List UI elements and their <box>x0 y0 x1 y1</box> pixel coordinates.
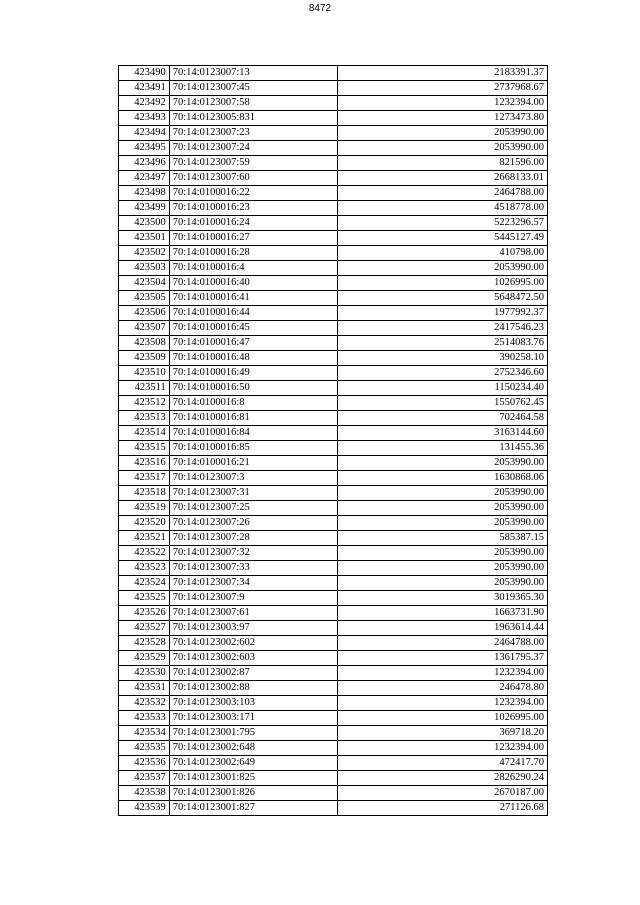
cadastral-value-cell: 131455.36 <box>337 441 547 456</box>
table-row <box>119 756 548 771</box>
cadastral-number-cell: 70:14:0123002:649 <box>169 756 337 771</box>
row-number-cell: 423494 <box>119 126 170 141</box>
table-row <box>119 306 548 321</box>
row-number-cell: 423513 <box>119 411 170 426</box>
cadastral-number-cell: 70:14:0100016:50 <box>169 381 337 396</box>
row-number-cell: 423495 <box>119 141 170 156</box>
cadastral-value-cell: 2053990.00 <box>337 456 547 471</box>
cadastral-value-cell: 1150234.40 <box>337 381 547 396</box>
cadastral-value-table <box>118 65 548 816</box>
table-row <box>119 441 548 456</box>
cadastral-value-cell: 1630868.06 <box>337 471 547 486</box>
row-number-cell: 423533 <box>119 711 170 726</box>
row-number-cell: 423539 <box>119 801 170 816</box>
cadastral-number-cell: 70:14:0123002:88 <box>169 681 337 696</box>
cadastral-value-cell: 5648472.50 <box>337 291 547 306</box>
row-number-cell: 423523 <box>119 561 170 576</box>
table-body <box>119 66 548 816</box>
cadastral-number-cell: 70:14:0100016:45 <box>169 321 337 336</box>
cadastral-value-cell: 2464788.00 <box>337 636 547 651</box>
row-number-cell: 423496 <box>119 156 170 171</box>
row-number-cell: 423509 <box>119 351 170 366</box>
cadastral-value-cell: 4518778.00 <box>337 201 547 216</box>
cadastral-value-cell: 3163144.60 <box>337 426 547 441</box>
cadastral-value-cell: 2670187.00 <box>337 786 547 801</box>
table-row <box>119 81 548 96</box>
cadastral-number-cell: 70:14:0123002:648 <box>169 741 337 756</box>
cadastral-number-cell: 70:14:0123001:825 <box>169 771 337 786</box>
cadastral-number-cell: 70:14:0123007:23 <box>169 126 337 141</box>
row-number-cell: 423500 <box>119 216 170 231</box>
cadastral-number-cell: 70:14:0123007:31 <box>169 486 337 501</box>
cadastral-value-cell: 2053990.00 <box>337 561 547 576</box>
cadastral-value-cell: 2053990.00 <box>337 576 547 591</box>
cadastral-value-cell: 1977992.37 <box>337 306 547 321</box>
table-row <box>119 501 548 516</box>
row-number-cell: 423502 <box>119 246 170 261</box>
cadastral-number-cell: 70:14:0123007:59 <box>169 156 337 171</box>
cadastral-value-cell: 2183391.37 <box>337 66 547 81</box>
cadastral-value-cell: 246478.80 <box>337 681 547 696</box>
cadastral-value-cell: 2053990.00 <box>337 501 547 516</box>
cadastral-number-cell: 70:14:0100016:23 <box>169 201 337 216</box>
cadastral-value-cell: 2053990.00 <box>337 486 547 501</box>
cadastral-number-cell: 70:14:0100016:21 <box>169 456 337 471</box>
cadastral-value-cell: 390258.10 <box>337 351 547 366</box>
cadastral-value-cell: 1232394.00 <box>337 666 547 681</box>
table-row <box>119 216 548 231</box>
cadastral-number-cell: 70:14:0100016:28 <box>169 246 337 261</box>
row-number-cell: 423497 <box>119 171 170 186</box>
cadastral-number-cell: 70:14:0123007:45 <box>169 81 337 96</box>
cadastral-value-cell: 2053990.00 <box>337 261 547 276</box>
cadastral-value-cell: 2053990.00 <box>337 126 547 141</box>
row-number-cell: 423514 <box>119 426 170 441</box>
cadastral-number-cell: 70:14:0123007:13 <box>169 66 337 81</box>
row-number-cell: 423529 <box>119 651 170 666</box>
table-row <box>119 231 548 246</box>
table-row <box>119 636 548 651</box>
cadastral-number-cell: 70:14:0100016:40 <box>169 276 337 291</box>
row-number-cell: 423505 <box>119 291 170 306</box>
cadastral-number-cell: 70:14:0100016:41 <box>169 291 337 306</box>
cadastral-number-cell: 70:14:0100016:84 <box>169 426 337 441</box>
cadastral-number-cell: 70:14:0100016:48 <box>169 351 337 366</box>
row-number-cell: 423503 <box>119 261 170 276</box>
row-number-cell: 423534 <box>119 726 170 741</box>
cadastral-value-cell: 2053990.00 <box>337 141 547 156</box>
cadastral-value-cell: 410798.00 <box>337 246 547 261</box>
table-row <box>119 471 548 486</box>
table-row <box>119 381 548 396</box>
cadastral-value-cell: 2668133.01 <box>337 171 547 186</box>
table-row <box>119 786 548 801</box>
table-row <box>119 726 548 741</box>
row-number-cell: 423510 <box>119 366 170 381</box>
cadastral-number-cell: 70:14:0123007:58 <box>169 96 337 111</box>
cadastral-number-cell: 70:14:0123007:26 <box>169 516 337 531</box>
table-row <box>119 651 548 666</box>
cadastral-number-cell: 70:14:0100016:49 <box>169 366 337 381</box>
cadastral-value-cell: 1663731.90 <box>337 606 547 621</box>
cadastral-number-cell: 70:14:0123007:3 <box>169 471 337 486</box>
table-row <box>119 801 548 816</box>
table-row <box>119 156 548 171</box>
table-row <box>119 66 548 81</box>
row-number-cell: 423531 <box>119 681 170 696</box>
cadastral-number-cell: 70:14:0100016:22 <box>169 186 337 201</box>
cadastral-number-cell: 70:14:0123007:32 <box>169 546 337 561</box>
row-number-cell: 423498 <box>119 186 170 201</box>
row-number-cell: 423493 <box>119 111 170 126</box>
row-number-cell: 423537 <box>119 771 170 786</box>
row-number-cell: 423527 <box>119 621 170 636</box>
table-row <box>119 141 548 156</box>
table-row <box>119 366 548 381</box>
cadastral-number-cell: 70:14:0100016:44 <box>169 306 337 321</box>
table-row <box>119 291 548 306</box>
cadastral-value-cell: 1963614.44 <box>337 621 547 636</box>
row-number-cell: 423499 <box>119 201 170 216</box>
table-row <box>119 96 548 111</box>
cadastral-number-cell: 70:14:0123007:24 <box>169 141 337 156</box>
cadastral-value-cell: 2464788.00 <box>337 186 547 201</box>
cadastral-value-cell: 1232394.00 <box>337 696 547 711</box>
cadastral-value-cell: 585387.15 <box>337 531 547 546</box>
table-row <box>119 246 548 261</box>
table-row <box>119 126 548 141</box>
row-number-cell: 423525 <box>119 591 170 606</box>
table-row <box>119 591 548 606</box>
row-number-cell: 423519 <box>119 501 170 516</box>
cadastral-value-cell: 5445127.49 <box>337 231 547 246</box>
cadastral-number-cell: 70:14:0123007:34 <box>169 576 337 591</box>
cadastral-value-cell: 702464.58 <box>337 411 547 426</box>
cadastral-value-cell: 2514083.76 <box>337 336 547 351</box>
cadastral-number-cell: 70:14:0123003:97 <box>169 621 337 636</box>
row-number-cell: 423512 <box>119 396 170 411</box>
row-number-cell: 423501 <box>119 231 170 246</box>
cadastral-number-cell: 70:14:0100016:8 <box>169 396 337 411</box>
cadastral-value-cell: 5223296.57 <box>337 216 547 231</box>
table-row <box>119 171 548 186</box>
cadastral-value-cell: 2826290.24 <box>337 771 547 786</box>
cadastral-value-cell: 2752346.60 <box>337 366 547 381</box>
cadastral-number-cell: 70:14:0100016:81 <box>169 411 337 426</box>
cadastral-number-cell: 70:14:0100016:24 <box>169 216 337 231</box>
table-row <box>119 621 548 636</box>
table-row <box>119 711 548 726</box>
table-row <box>119 606 548 621</box>
cadastral-value-cell: 1026995.00 <box>337 276 547 291</box>
row-number-cell: 423522 <box>119 546 170 561</box>
cadastral-number-cell: 70:14:0123001:827 <box>169 801 337 816</box>
row-number-cell: 423504 <box>119 276 170 291</box>
cadastral-value-cell: 2417546.23 <box>337 321 547 336</box>
table-row <box>119 351 548 366</box>
table-row <box>119 576 548 591</box>
row-number-cell: 423535 <box>119 741 170 756</box>
row-number-cell: 423520 <box>119 516 170 531</box>
table-row <box>119 336 548 351</box>
cadastral-number-cell: 70:14:0123002:603 <box>169 651 337 666</box>
table-row <box>119 531 548 546</box>
row-number-cell: 423530 <box>119 666 170 681</box>
table-row <box>119 516 548 531</box>
table-row <box>119 741 548 756</box>
cadastral-number-cell: 70:14:0123001:795 <box>169 726 337 741</box>
cadastral-value-cell: 271126.68 <box>337 801 547 816</box>
cadastral-number-cell: 70:14:0123005:831 <box>169 111 337 126</box>
cadastral-number-cell: 70:14:0123002:87 <box>169 666 337 681</box>
cadastral-value-cell: 821596.00 <box>337 156 547 171</box>
table-row <box>119 561 548 576</box>
cadastral-number-cell: 70:14:0100016:47 <box>169 336 337 351</box>
cadastral-number-cell: 70:14:0123007:60 <box>169 171 337 186</box>
table-row <box>119 486 548 501</box>
row-number-cell: 423521 <box>119 531 170 546</box>
cadastral-value-cell: 2053990.00 <box>337 516 547 531</box>
cadastral-number-cell: 70:14:0123001:826 <box>169 786 337 801</box>
table-row <box>119 411 548 426</box>
row-number-cell: 423515 <box>119 441 170 456</box>
cadastral-number-cell: 70:14:0123003:171 <box>169 711 337 726</box>
cadastral-value-cell: 2737968.67 <box>337 81 547 96</box>
table-row <box>119 186 548 201</box>
row-number-cell: 423518 <box>119 486 170 501</box>
cadastral-number-cell: 70:14:0123007:33 <box>169 561 337 576</box>
cadastral-number-cell: 70:14:0123002:602 <box>169 636 337 651</box>
row-number-cell: 423506 <box>119 306 170 321</box>
cadastral-value-cell: 1550762.45 <box>337 396 547 411</box>
cadastral-value-cell: 3019365.30 <box>337 591 547 606</box>
page-number: 8472 <box>308 3 332 14</box>
row-number-cell: 423508 <box>119 336 170 351</box>
row-number-cell: 423490 <box>119 66 170 81</box>
cadastral-value-cell: 2053990.00 <box>337 546 547 561</box>
row-number-cell: 423536 <box>119 756 170 771</box>
row-number-cell: 423528 <box>119 636 170 651</box>
cadastral-value-cell: 1232394.00 <box>337 741 547 756</box>
cadastral-number-cell: 70:14:0123007:61 <box>169 606 337 621</box>
cadastral-value-cell: 472417.70 <box>337 756 547 771</box>
cadastral-value-cell: 369718.20 <box>337 726 547 741</box>
table-row <box>119 396 548 411</box>
row-number-cell: 423538 <box>119 786 170 801</box>
row-number-cell: 423492 <box>119 96 170 111</box>
row-number-cell: 423511 <box>119 381 170 396</box>
row-number-cell: 423517 <box>119 471 170 486</box>
cadastral-number-cell: 70:14:0123007:25 <box>169 501 337 516</box>
cadastral-number-cell: 70:14:0123007:28 <box>169 531 337 546</box>
row-number-cell: 423524 <box>119 576 170 591</box>
cadastral-value-cell: 1361795.37 <box>337 651 547 666</box>
table-row <box>119 546 548 561</box>
table-row <box>119 696 548 711</box>
table-row <box>119 276 548 291</box>
table-row <box>119 456 548 471</box>
table-row <box>119 321 548 336</box>
cadastral-number-cell: 70:14:0100016:27 <box>169 231 337 246</box>
row-number-cell: 423516 <box>119 456 170 471</box>
cadastral-number-cell: 70:14:0123003:103 <box>169 696 337 711</box>
table-row <box>119 261 548 276</box>
table-row <box>119 771 548 786</box>
cadastral-value-cell: 1273473.80 <box>337 111 547 126</box>
row-number-cell: 423491 <box>119 81 170 96</box>
row-number-cell: 423526 <box>119 606 170 621</box>
table-row <box>119 201 548 216</box>
row-number-cell: 423532 <box>119 696 170 711</box>
cadastral-value-cell: 1026995.00 <box>337 711 547 726</box>
table-row <box>119 681 548 696</box>
cadastral-number-cell: 70:14:0123007:9 <box>169 591 337 606</box>
row-number-cell: 423507 <box>119 321 170 336</box>
cadastral-number-cell: 70:14:0100016:4 <box>169 261 337 276</box>
table-row <box>119 666 548 681</box>
table-row <box>119 111 548 126</box>
table-row <box>119 426 548 441</box>
cadastral-value-cell: 1232394.00 <box>337 96 547 111</box>
cadastral-number-cell: 70:14:0100016:85 <box>169 441 337 456</box>
